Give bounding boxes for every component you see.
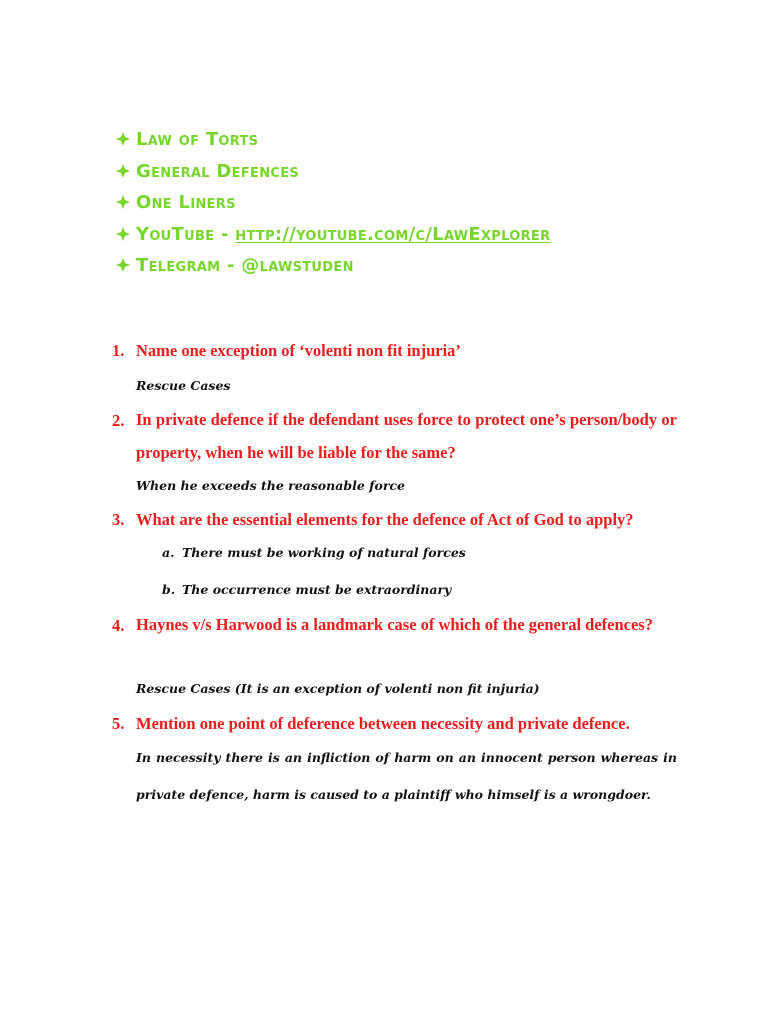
sub-answer-letter: a. bbox=[162, 545, 175, 560]
answer-text: Rescue Cases bbox=[136, 378, 231, 393]
header-item-label: One Liners bbox=[136, 192, 236, 213]
question-number: 3. bbox=[112, 510, 125, 529]
question-text: Mention one point of deference between necessity and private defence. bbox=[136, 714, 630, 733]
sub-answer-letter: b. bbox=[162, 582, 176, 597]
header-item-label: General Defences bbox=[136, 160, 300, 182]
question-text: Name one exception of ‘volenti non fit injuria’ bbox=[136, 341, 461, 360]
sub-answer-text: The occurrence must be extraordinary bbox=[182, 582, 452, 597]
sub-answer-item bbox=[162, 545, 466, 560]
question-text: Haynes v/s Harwood is a landmark case of which of the general defences? bbox=[136, 615, 653, 634]
question-number: 5. bbox=[112, 714, 125, 733]
header-item-label: Law of Torts bbox=[136, 129, 259, 150]
answer-text: When he exceeds the reasonable force bbox=[136, 478, 405, 493]
answer-text: Rescue Cases (It is an exception of volenti non fit injuria) bbox=[136, 681, 540, 696]
youtube-prefix: YouTube - bbox=[136, 223, 236, 245]
question-number: 2. bbox=[112, 411, 125, 430]
sub-answer-item bbox=[162, 582, 451, 597]
header-item-label: Telegram - @lawstuden bbox=[136, 255, 354, 276]
question-text: What are the essential elements for the defence of Act of God to apply? bbox=[136, 510, 634, 529]
question-number: 4. bbox=[112, 616, 125, 635]
question-text: In private defence if the defendant uses force to protect one’s person/body or property, when he will be liable for the same? bbox=[136, 410, 677, 462]
answer-paragraph: In necessity there is an infliction of harm on an innocent person whereas in private defence, harm is caused to a plaintiff who himself is a wrongdoer. bbox=[136, 750, 677, 802]
question-number: 1. bbox=[112, 341, 125, 360]
youtube-link[interactable]: http://youtube.com/c/LawExplorer bbox=[235, 223, 551, 245]
sub-answer-text: There must be working of natural forces bbox=[182, 545, 466, 560]
